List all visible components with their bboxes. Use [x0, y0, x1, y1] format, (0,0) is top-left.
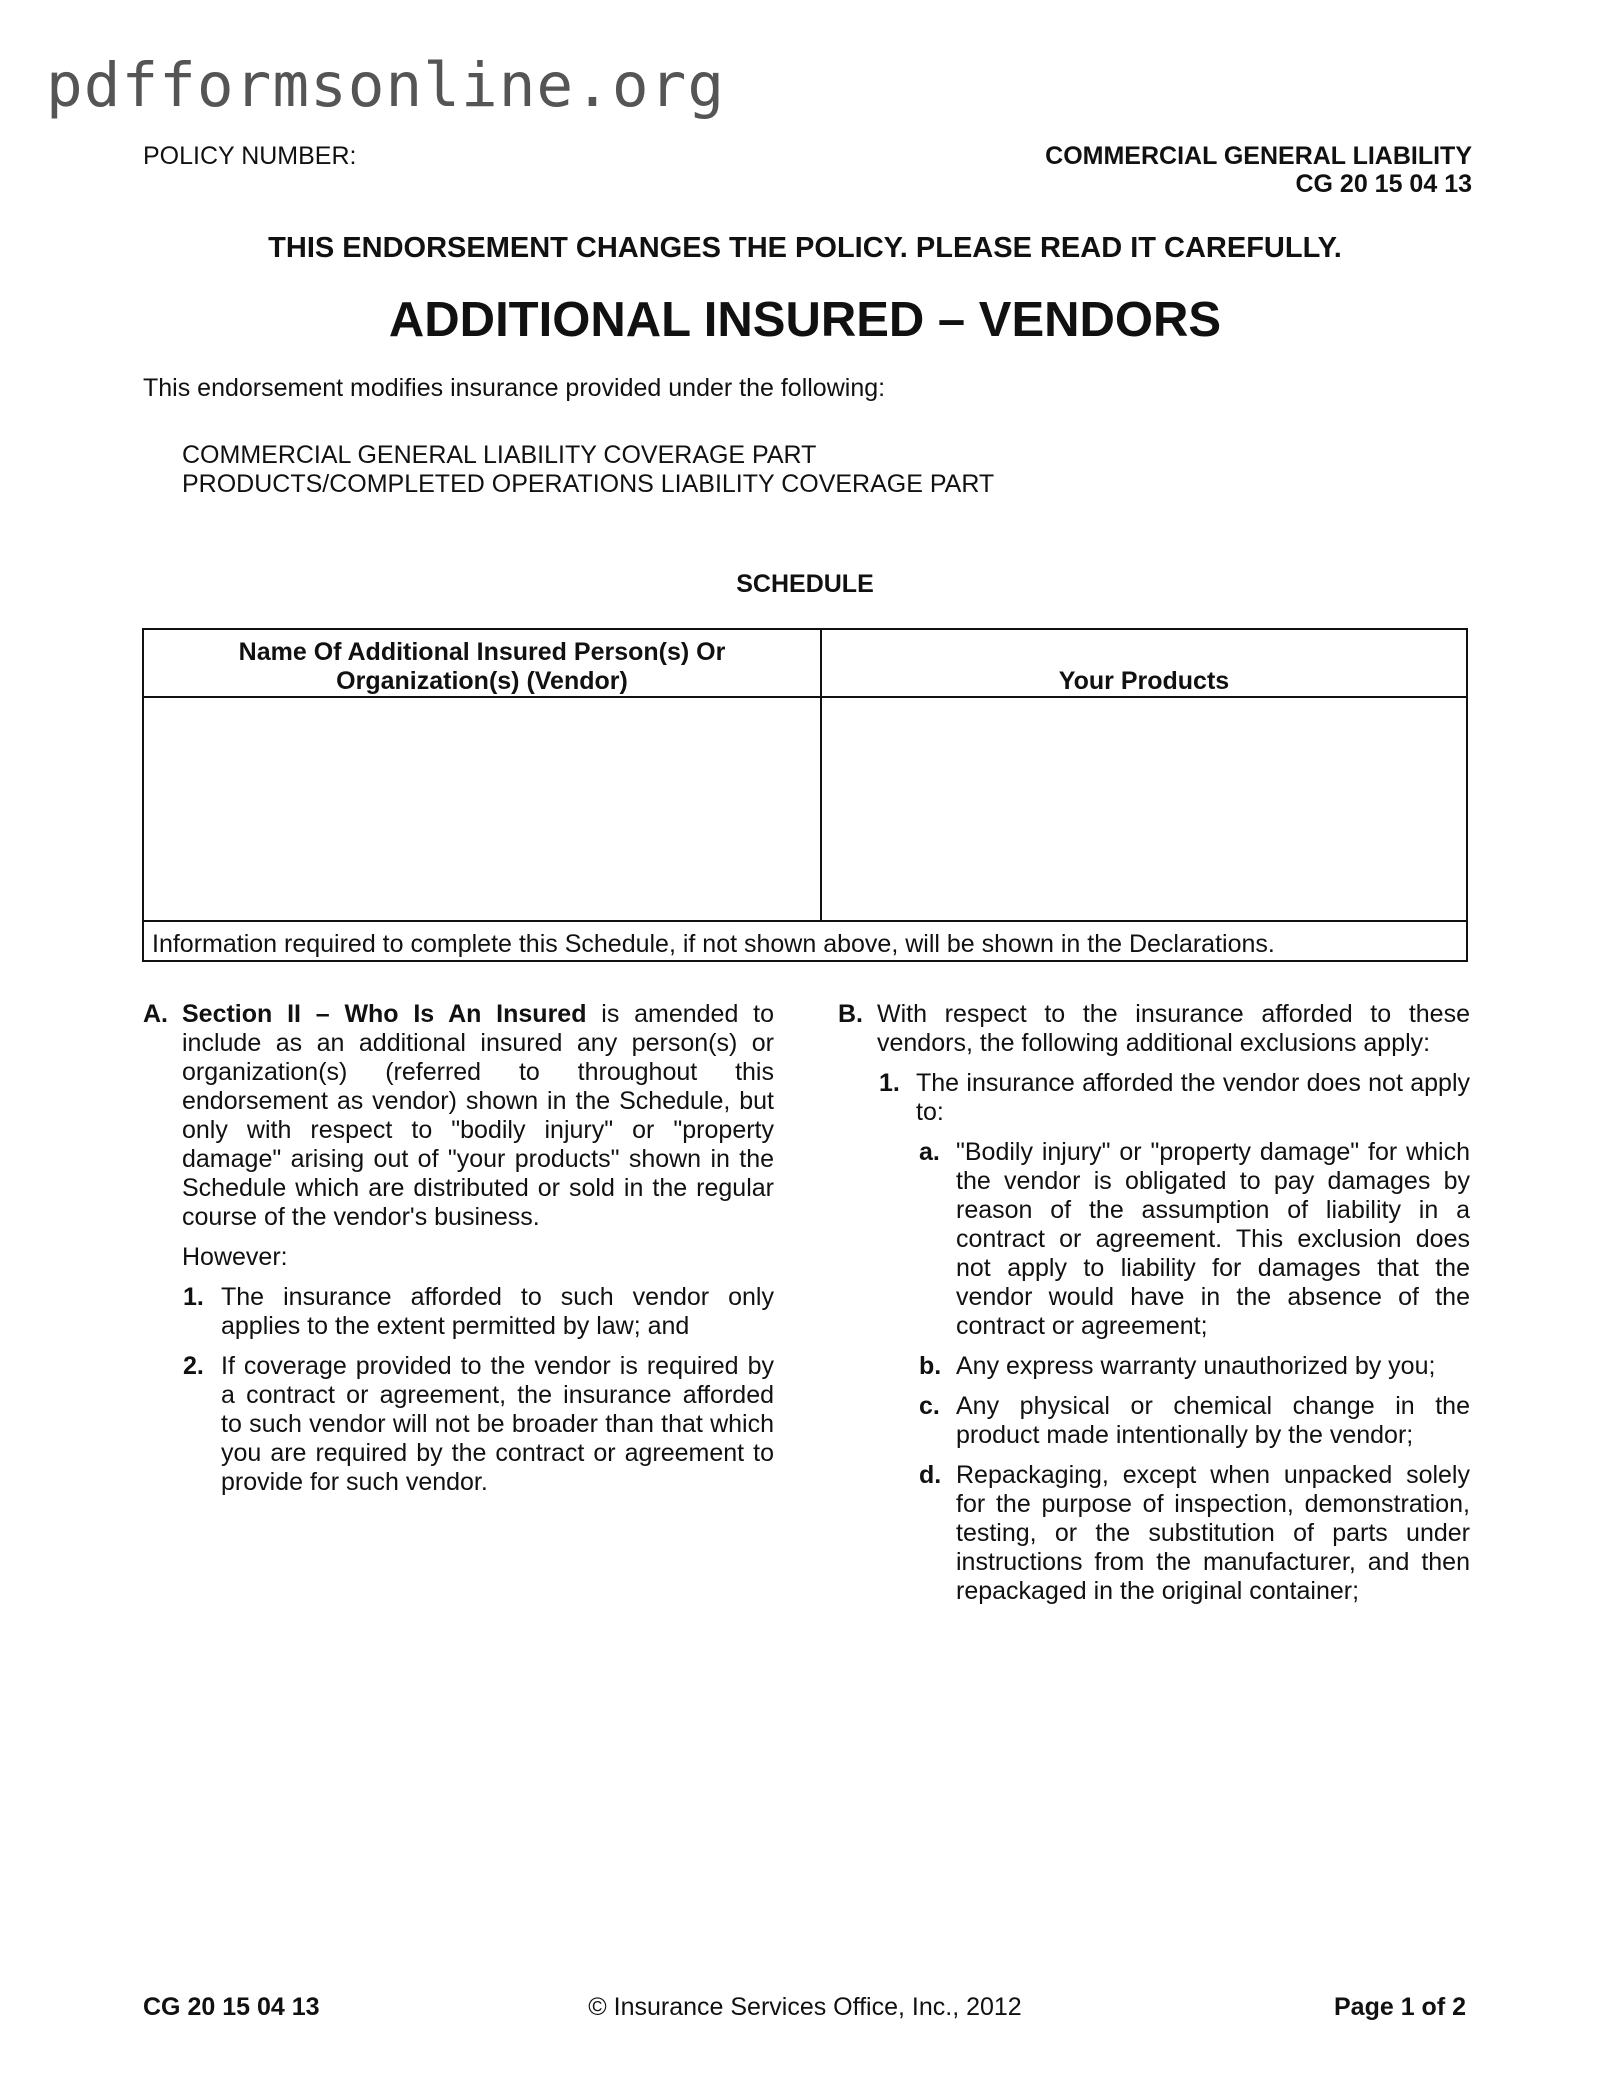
section-a-item-label: 1.	[183, 1283, 204, 1311]
section-a-item-text: The insurance afforded to such vendor only applies to the extent permitted by law; and	[221, 1283, 774, 1340]
section-b-item-label: 1.	[879, 1069, 900, 1097]
section-b-item-text: The insurance afforded the vendor does not apply to:	[916, 1069, 1470, 1126]
section-a-item-text: If coverage provided to the vendor is required by a contract or agreement, the insurance afforded to such vendor will not be broader than that which you are required by the contract or agreement to provide for such vendor.	[221, 1352, 774, 1496]
intro-text: This endorsement modifies insurance provided under the following:	[143, 374, 886, 402]
exclusion-text: Any express warranty unauthorized by you;	[956, 1352, 1436, 1380]
footer-form-code: CG 20 15 04 13	[143, 1993, 320, 2021]
section-a-item	[143, 1283, 774, 1341]
form-type: COMMERCIAL GENERAL LIABILITY	[1045, 142, 1472, 170]
vendor-name-header-line1: Name Of Additional Insured Person(s) Or	[238, 638, 726, 666]
your-products-header: Your Products	[822, 630, 1466, 698]
exclusion-label: d.	[919, 1461, 942, 1489]
exclusion-item	[838, 1392, 1470, 1450]
section-a-label: A.	[143, 1000, 168, 1028]
coverage-part: PRODUCTS/COMPLETED OPERATIONS LIABILITY COVERAGE PART	[182, 470, 995, 498]
section-a-text: is amended to include as an additional insured any person(s) or organization(s) (referred to throughout this endorsement as vendor) shown in the Schedule, but only with respect to "bodily injury" or "property damage" arising out of "your products" shown in the Schedule which are distributed or sold in the regular course of the vendor's business.	[182, 1000, 774, 1231]
schedule-heading: SCHEDULE	[736, 570, 874, 598]
section-b-label: B.	[838, 1000, 863, 1028]
footer-page-number: Page 1 of 2	[1334, 1993, 1466, 2021]
vendor-name-header-line2: Organization(s) (Vendor)	[336, 667, 628, 695]
footer-copyright: © Insurance Services Office, Inc., 2012	[588, 1993, 1022, 2021]
form-code: CG 20 15 04 13	[1295, 170, 1472, 198]
exclusion-label: c.	[919, 1392, 940, 1420]
exclusion-label: a.	[919, 1138, 940, 1166]
exclusion-item	[838, 1352, 1470, 1381]
exclusion-text: Any physical or chemical change in the product made intentionally by the vendor;	[956, 1392, 1470, 1449]
schedule-note: Information required to complete this Schedule, if not shown above, will be shown in the Declarations.	[152, 930, 1275, 958]
section-a-lead: Section II – Who Is An Insured	[182, 1000, 587, 1028]
exclusion-label: b.	[919, 1352, 942, 1380]
exclusion-text: "Bodily injury" or "property damage" for which the vendor is obligated to pay damages by reason of the assumption of liability in a contract or agreement. This exclusion does not apply to liability for damages that the vendor would have in the absence of the contract or agreement;	[956, 1138, 1470, 1340]
section-a-item-label: 2.	[183, 1352, 204, 1380]
exclusion-text: Repackaging, except when unpacked solely for the purpose of inspection, demonstration, testing, or the substitution of parts under instructions from the manufacturer, and then repackaged in the original container;	[956, 1461, 1470, 1605]
section-b	[838, 1000, 1470, 1606]
vendor-name-field[interactable]	[144, 698, 822, 922]
section-a	[143, 1000, 774, 1497]
your-products-field[interactable]	[822, 698, 1466, 922]
section-a-item	[143, 1352, 774, 1497]
watermark: pdfformsonline.org	[46, 50, 726, 121]
coverage-part: COMMERCIAL GENERAL LIABILITY COVERAGE PART	[182, 441, 817, 469]
page-title: ADDITIONAL INSURED – VENDORS	[388, 293, 1222, 347]
form-header	[1045, 142, 1472, 198]
section-b-text: With respect to the insurance afforded to these vendors, the following additional exclusions apply:	[877, 1000, 1470, 1057]
policy-number-label: POLICY NUMBER:	[143, 142, 357, 170]
exclusion-item	[838, 1138, 1470, 1341]
exclusion-item	[838, 1461, 1470, 1606]
vendor-name-header	[144, 630, 822, 698]
endorsement-notice: THIS ENDORSEMENT CHANGES THE POLICY. PLEASE READ IT CAREFULLY.	[268, 232, 1342, 264]
coverage-parts-list	[182, 441, 994, 499]
however-text: However:	[182, 1243, 288, 1271]
schedule-table	[142, 628, 1468, 962]
